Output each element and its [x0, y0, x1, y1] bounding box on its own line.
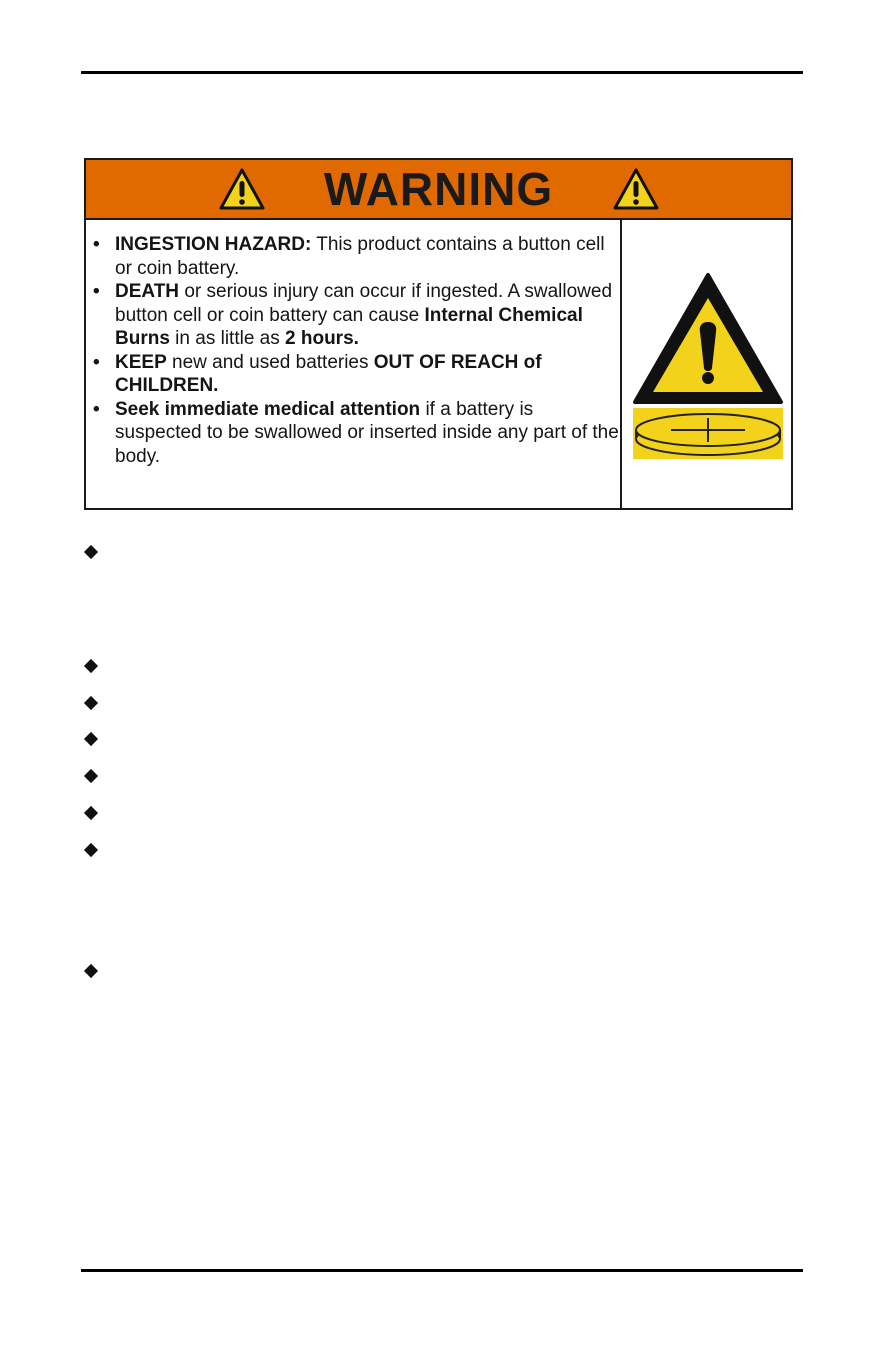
battery-warning-label — [84, 158, 793, 510]
list-bullet-icon — [84, 545, 98, 559]
warning-triangle-icon — [612, 167, 660, 211]
warning-header — [86, 160, 791, 220]
warning-item-medical: • Seek immediate medical attention if a battery is suspected to be swallowed or inserted inside any part of the body. — [86, 398, 620, 469]
bottom-rule — [81, 1269, 803, 1272]
list-bullet-icon — [84, 769, 98, 783]
button-cell-battery-icon — [631, 270, 785, 460]
top-rule — [81, 71, 803, 74]
list-bullet-icon — [84, 964, 98, 978]
warning-item-ingestion: • INGESTION HAZARD: This product contains a button cell or coin battery. — [86, 233, 620, 280]
warning-item-keep: • KEEP new and used batteries OUT OF REACH of CHILDREN. — [86, 351, 620, 398]
list-bullet-icon — [84, 696, 98, 710]
list-bullet-icon — [84, 732, 98, 746]
warning-title: WARNING — [323, 163, 554, 215]
warning-list — [86, 218, 620, 468]
warning-item-death: • DEATH or serious injury can occur if ingested. A swallowed button cell or coin battery can cause Internal Chemical Burns in as little as 2 hours. — [86, 280, 620, 351]
warning-text-panel — [86, 218, 622, 508]
list-bullet-icon — [84, 806, 98, 820]
list-bullet-icon — [84, 843, 98, 857]
list-bullet-icon — [84, 659, 98, 673]
